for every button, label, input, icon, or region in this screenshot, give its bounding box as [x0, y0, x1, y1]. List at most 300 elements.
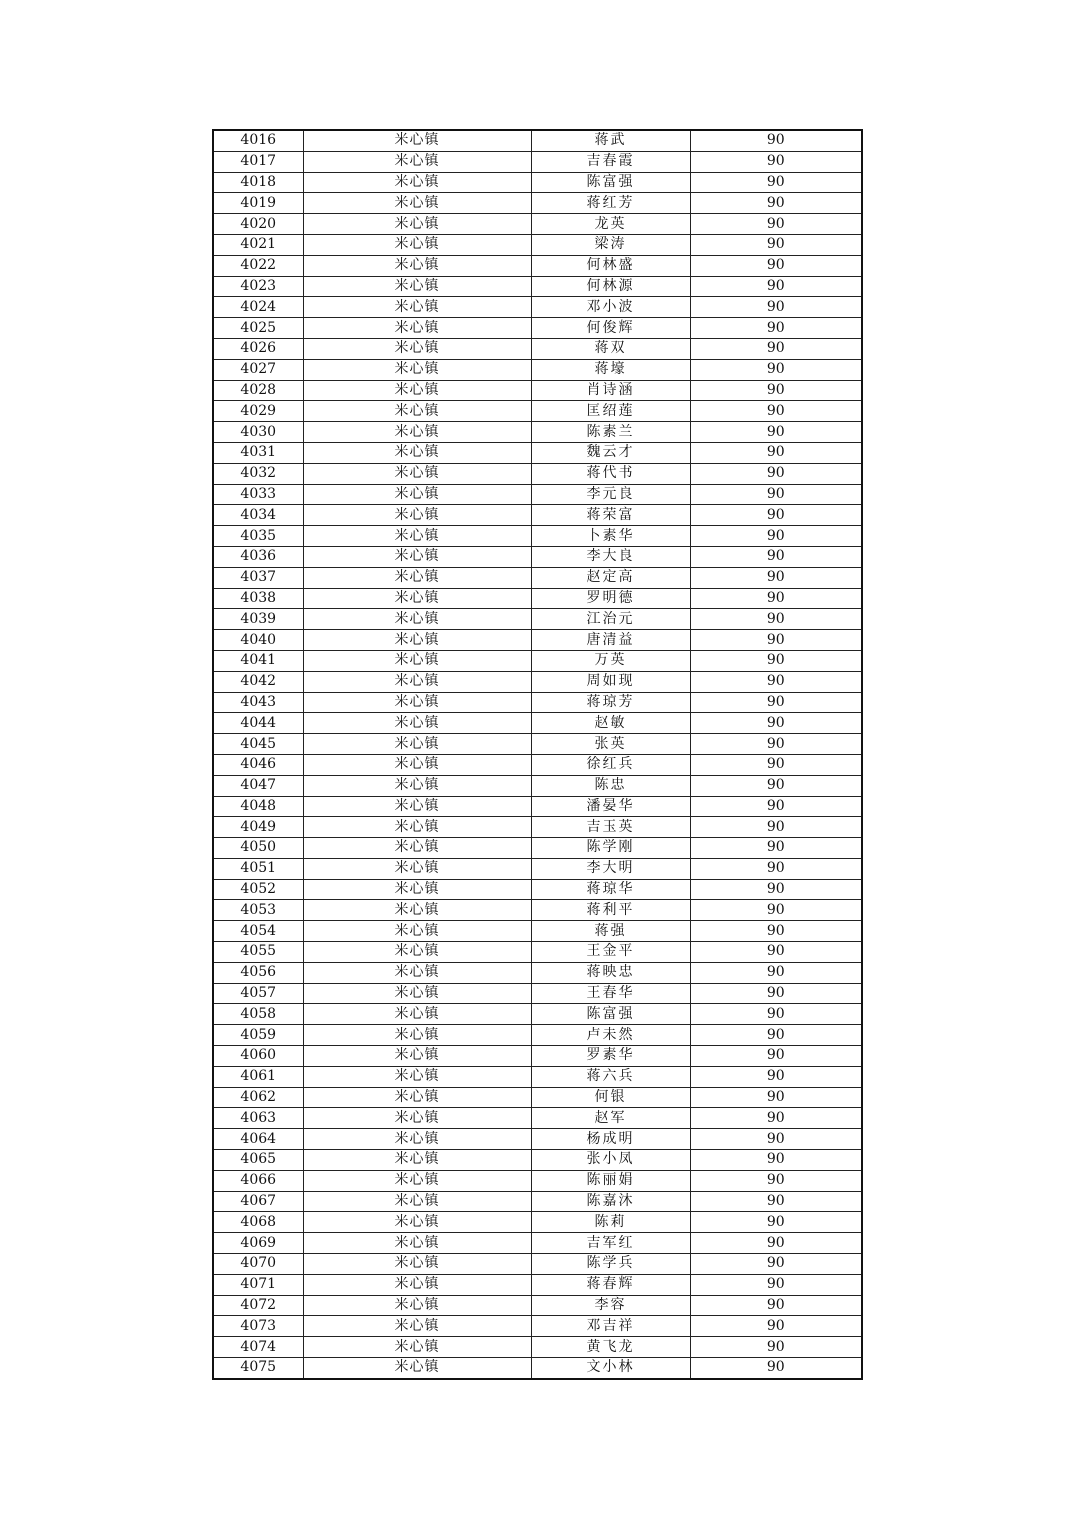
serial-number-cell: 4031: [213, 442, 303, 463]
score-cell: 90: [690, 1191, 862, 1212]
score-cell: 90: [690, 983, 862, 1004]
table-row: [213, 692, 862, 713]
person-name-cell: 赵敏: [531, 713, 690, 734]
score-cell: 90: [690, 172, 862, 193]
town-cell: 米心镇: [303, 546, 531, 567]
table-row: [213, 130, 862, 151]
table-row: [213, 1066, 862, 1087]
score-cell: 90: [690, 775, 862, 796]
person-name-cell: 肖诗涵: [531, 380, 690, 401]
score-cell: 90: [690, 962, 862, 983]
person-name-cell: 匡绍莲: [531, 401, 690, 422]
town-cell: 米心镇: [303, 505, 531, 526]
person-name-cell: 梁涛: [531, 234, 690, 255]
table-row: [213, 796, 862, 817]
score-cell: 90: [690, 796, 862, 817]
serial-number-cell: 4075: [213, 1358, 303, 1379]
score-cell: 90: [690, 754, 862, 775]
table-row: [213, 1108, 862, 1129]
serial-number-cell: 4036: [213, 546, 303, 567]
person-name-cell: 罗素华: [531, 1046, 690, 1067]
table-row: [213, 1191, 862, 1212]
table-row: [213, 1274, 862, 1295]
score-cell: 90: [690, 463, 862, 484]
table-row: [213, 609, 862, 630]
town-cell: 米心镇: [303, 193, 531, 214]
score-cell: 90: [690, 546, 862, 567]
table-row: [213, 401, 862, 422]
person-name-cell: 陈学兵: [531, 1254, 690, 1275]
town-cell: 米心镇: [303, 692, 531, 713]
table-row: [213, 1358, 862, 1379]
serial-number-cell: 4052: [213, 879, 303, 900]
town-cell: 米心镇: [303, 1046, 531, 1067]
town-cell: 米心镇: [303, 1358, 531, 1379]
table-row: [213, 630, 862, 651]
town-cell: 米心镇: [303, 1129, 531, 1150]
score-cell: 90: [690, 858, 862, 879]
table-row: [213, 338, 862, 359]
serial-number-cell: 4062: [213, 1087, 303, 1108]
person-name-cell: 陈忠: [531, 775, 690, 796]
table-row: [213, 671, 862, 692]
table-row: [213, 463, 862, 484]
score-cell: 90: [690, 338, 862, 359]
town-cell: 米心镇: [303, 671, 531, 692]
town-cell: 米心镇: [303, 1108, 531, 1129]
person-name-cell: 吉军红: [531, 1233, 690, 1254]
serial-number-cell: 4045: [213, 734, 303, 755]
town-cell: 米心镇: [303, 962, 531, 983]
town-cell: 米心镇: [303, 775, 531, 796]
score-cell: 90: [690, 650, 862, 671]
person-name-cell: 陈学刚: [531, 838, 690, 859]
town-cell: 米心镇: [303, 463, 531, 484]
town-cell: 米心镇: [303, 1150, 531, 1171]
table-row: [213, 526, 862, 547]
table-row: [213, 1129, 862, 1150]
person-name-cell: 何林盛: [531, 255, 690, 276]
town-cell: 米心镇: [303, 1295, 531, 1316]
town-cell: 米心镇: [303, 234, 531, 255]
table-row: [213, 775, 862, 796]
score-cell: 90: [690, 505, 862, 526]
person-name-cell: 黄飞龙: [531, 1337, 690, 1358]
score-cell: 90: [690, 380, 862, 401]
town-cell: 米心镇: [303, 588, 531, 609]
town-cell: 米心镇: [303, 255, 531, 276]
score-cell: 90: [690, 1066, 862, 1087]
town-cell: 米心镇: [303, 879, 531, 900]
town-cell: 米心镇: [303, 401, 531, 422]
person-name-cell: 周如现: [531, 671, 690, 692]
town-cell: 米心镇: [303, 359, 531, 380]
table-row: [213, 567, 862, 588]
serial-number-cell: 4056: [213, 962, 303, 983]
town-cell: 米心镇: [303, 817, 531, 838]
serial-number-cell: 4019: [213, 193, 303, 214]
town-cell: 米心镇: [303, 900, 531, 921]
table-row: [213, 754, 862, 775]
serial-number-cell: 4068: [213, 1212, 303, 1233]
serial-number-cell: 4069: [213, 1233, 303, 1254]
serial-number-cell: 4037: [213, 567, 303, 588]
score-cell: 90: [690, 1025, 862, 1046]
town-cell: 米心镇: [303, 422, 531, 443]
score-cell: 90: [690, 1295, 862, 1316]
serial-number-cell: 4058: [213, 1004, 303, 1025]
town-cell: 米心镇: [303, 609, 531, 630]
town-cell: 米心镇: [303, 650, 531, 671]
town-cell: 米心镇: [303, 297, 531, 318]
town-cell: 米心镇: [303, 942, 531, 963]
person-name-cell: 蒋双: [531, 338, 690, 359]
town-cell: 米心镇: [303, 1066, 531, 1087]
person-name-cell: 何林源: [531, 276, 690, 297]
person-name-cell: 卜素华: [531, 526, 690, 547]
town-cell: 米心镇: [303, 567, 531, 588]
town-cell: 米心镇: [303, 754, 531, 775]
town-cell: 米心镇: [303, 983, 531, 1004]
serial-number-cell: 4035: [213, 526, 303, 547]
serial-number-cell: 4029: [213, 401, 303, 422]
town-cell: 米心镇: [303, 796, 531, 817]
score-cell: 90: [690, 276, 862, 297]
table-row: [213, 297, 862, 318]
person-name-cell: 王金平: [531, 942, 690, 963]
table-row: [213, 359, 862, 380]
score-cell: 90: [690, 1274, 862, 1295]
person-name-cell: 陈莉: [531, 1212, 690, 1233]
person-name-cell: 李大明: [531, 858, 690, 879]
score-cell: 90: [690, 671, 862, 692]
person-name-cell: 赵定高: [531, 567, 690, 588]
score-cell: 90: [690, 630, 862, 651]
serial-number-cell: 4050: [213, 838, 303, 859]
person-name-cell: 蒋代书: [531, 463, 690, 484]
town-cell: 米心镇: [303, 1274, 531, 1295]
serial-number-cell: 4024: [213, 297, 303, 318]
town-cell: 米心镇: [303, 713, 531, 734]
score-cell: 90: [690, 1337, 862, 1358]
serial-number-cell: 4044: [213, 713, 303, 734]
serial-number-cell: 4038: [213, 588, 303, 609]
score-cell: 90: [690, 359, 862, 380]
person-name-cell: 赵军: [531, 1108, 690, 1129]
serial-number-cell: 4046: [213, 754, 303, 775]
town-cell: 米心镇: [303, 484, 531, 505]
table-row: [213, 1004, 862, 1025]
score-cell: 90: [690, 879, 862, 900]
score-cell: 90: [690, 526, 862, 547]
score-cell: 90: [690, 1170, 862, 1191]
table-row: [213, 546, 862, 567]
serial-number-cell: 4071: [213, 1274, 303, 1295]
serial-number-cell: 4061: [213, 1066, 303, 1087]
table-row: [213, 879, 862, 900]
person-name-cell: 陈素兰: [531, 422, 690, 443]
serial-number-cell: 4047: [213, 775, 303, 796]
table-row: [213, 234, 862, 255]
town-cell: 米心镇: [303, 1233, 531, 1254]
score-cell: 90: [690, 130, 862, 151]
score-cell: 90: [690, 921, 862, 942]
serial-number-cell: 4049: [213, 817, 303, 838]
score-cell: 90: [690, 255, 862, 276]
score-cell: 90: [690, 1358, 862, 1379]
serial-number-cell: 4023: [213, 276, 303, 297]
town-cell: 米心镇: [303, 172, 531, 193]
serial-number-cell: 4067: [213, 1191, 303, 1212]
table-row: [213, 505, 862, 526]
person-name-cell: 江治元: [531, 609, 690, 630]
person-name-cell: 何俊辉: [531, 318, 690, 339]
table-row: [213, 858, 862, 879]
person-name-cell: 李元良: [531, 484, 690, 505]
score-cell: 90: [690, 817, 862, 838]
serial-number-cell: 4063: [213, 1108, 303, 1129]
table-row: [213, 380, 862, 401]
score-cell: 90: [690, 713, 862, 734]
serial-number-cell: 4033: [213, 484, 303, 505]
person-name-cell: 陈富强: [531, 172, 690, 193]
table-row: [213, 193, 862, 214]
score-cell: 90: [690, 1046, 862, 1067]
town-cell: 米心镇: [303, 526, 531, 547]
table-row: [213, 983, 862, 1004]
person-name-cell: 陈嘉沐: [531, 1191, 690, 1212]
town-cell: 米心镇: [303, 1170, 531, 1191]
person-name-cell: 蒋琼芳: [531, 692, 690, 713]
person-name-cell: 罗明德: [531, 588, 690, 609]
person-name-cell: 蒋强: [531, 921, 690, 942]
table-row: [213, 817, 862, 838]
serial-number-cell: 4057: [213, 983, 303, 1004]
score-cell: 90: [690, 942, 862, 963]
table-row: [213, 172, 862, 193]
table-row: [213, 1025, 862, 1046]
person-name-cell: 蒋琼华: [531, 879, 690, 900]
serial-number-cell: 4028: [213, 380, 303, 401]
table-row: [213, 921, 862, 942]
person-name-cell: 陈丽娟: [531, 1170, 690, 1191]
table-row: [213, 1254, 862, 1275]
serial-number-cell: 4055: [213, 942, 303, 963]
town-cell: 米心镇: [303, 1025, 531, 1046]
person-name-cell: 邓吉祥: [531, 1316, 690, 1337]
score-cell: 90: [690, 442, 862, 463]
table-row: [213, 588, 862, 609]
town-cell: 米心镇: [303, 1254, 531, 1275]
town-cell: 米心镇: [303, 1004, 531, 1025]
person-name-cell: 杨成明: [531, 1129, 690, 1150]
person-name-cell: 蒋武: [531, 130, 690, 151]
serial-number-cell: 4070: [213, 1254, 303, 1275]
town-cell: 米心镇: [303, 838, 531, 859]
table-row: [213, 942, 862, 963]
town-cell: 米心镇: [303, 1087, 531, 1108]
serial-number-cell: 4020: [213, 214, 303, 235]
serial-number-cell: 4053: [213, 900, 303, 921]
score-cell: 90: [690, 422, 862, 443]
person-name-cell: 蒋荣富: [531, 505, 690, 526]
score-cell: 90: [690, 1004, 862, 1025]
table-row: [213, 962, 862, 983]
table-row: [213, 838, 862, 859]
person-name-cell: 唐清益: [531, 630, 690, 651]
town-cell: 米心镇: [303, 630, 531, 651]
table-row: [213, 734, 862, 755]
table-row: [213, 276, 862, 297]
person-name-cell: 蒋红芳: [531, 193, 690, 214]
person-name-cell: 李大良: [531, 546, 690, 567]
serial-number-cell: 4048: [213, 796, 303, 817]
score-cell: 90: [690, 609, 862, 630]
serial-number-cell: 4066: [213, 1170, 303, 1191]
person-name-cell: 徐红兵: [531, 754, 690, 775]
serial-number-cell: 4041: [213, 650, 303, 671]
town-cell: 米心镇: [303, 380, 531, 401]
person-name-cell: 吉玉英: [531, 817, 690, 838]
town-cell: 米心镇: [303, 921, 531, 942]
person-name-cell: 龙英: [531, 214, 690, 235]
person-name-cell: 陈富强: [531, 1004, 690, 1025]
town-cell: 米心镇: [303, 1337, 531, 1358]
score-cell: 90: [690, 234, 862, 255]
town-cell: 米心镇: [303, 151, 531, 172]
serial-number-cell: 4054: [213, 921, 303, 942]
town-cell: 米心镇: [303, 1191, 531, 1212]
serial-number-cell: 4040: [213, 630, 303, 651]
score-cell: 90: [690, 193, 862, 214]
serial-number-cell: 4039: [213, 609, 303, 630]
score-cell: 90: [690, 588, 862, 609]
table-row: [213, 1337, 862, 1358]
serial-number-cell: 4027: [213, 359, 303, 380]
serial-number-cell: 4022: [213, 255, 303, 276]
table-row: [213, 1212, 862, 1233]
score-cell: 90: [690, 1316, 862, 1337]
score-cell: 90: [690, 318, 862, 339]
serial-number-cell: 4017: [213, 151, 303, 172]
person-name-cell: 蒋壕: [531, 359, 690, 380]
serial-number-cell: 4073: [213, 1316, 303, 1337]
serial-number-cell: 4051: [213, 858, 303, 879]
town-cell: 米心镇: [303, 734, 531, 755]
serial-number-cell: 4074: [213, 1337, 303, 1358]
serial-number-cell: 4025: [213, 318, 303, 339]
person-name-cell: 王春华: [531, 983, 690, 1004]
person-name-cell: 卢未然: [531, 1025, 690, 1046]
person-name-cell: 潘晏华: [531, 796, 690, 817]
serial-number-cell: 4064: [213, 1129, 303, 1150]
person-name-cell: 蒋利平: [531, 900, 690, 921]
town-cell: 米心镇: [303, 318, 531, 339]
score-cell: 90: [690, 1233, 862, 1254]
table-row: [213, 1170, 862, 1191]
table-row: [213, 1046, 862, 1067]
person-name-cell: 张小凤: [531, 1150, 690, 1171]
score-cell: 90: [690, 1108, 862, 1129]
score-cell: 90: [690, 734, 862, 755]
person-name-cell: 张英: [531, 734, 690, 755]
table-row: [213, 318, 862, 339]
roster-table: [212, 129, 863, 1380]
table-row: [213, 442, 862, 463]
score-cell: 90: [690, 567, 862, 588]
score-cell: 90: [690, 900, 862, 921]
person-name-cell: 蒋六兵: [531, 1066, 690, 1087]
table-row: [213, 650, 862, 671]
person-name-cell: 吉春霞: [531, 151, 690, 172]
score-cell: 90: [690, 1254, 862, 1275]
score-cell: 90: [690, 484, 862, 505]
person-name-cell: 文小林: [531, 1358, 690, 1379]
table-row: [213, 900, 862, 921]
score-cell: 90: [690, 151, 862, 172]
serial-number-cell: 4021: [213, 234, 303, 255]
person-name-cell: 李容: [531, 1295, 690, 1316]
serial-number-cell: 4034: [213, 505, 303, 526]
serial-number-cell: 4072: [213, 1295, 303, 1316]
person-name-cell: 魏云才: [531, 442, 690, 463]
town-cell: 米心镇: [303, 442, 531, 463]
town-cell: 米心镇: [303, 130, 531, 151]
roster-table-body: [213, 130, 862, 1379]
serial-number-cell: 4032: [213, 463, 303, 484]
table-row: [213, 151, 862, 172]
table-row: [213, 1087, 862, 1108]
score-cell: 90: [690, 401, 862, 422]
serial-number-cell: 4043: [213, 692, 303, 713]
table-row: [213, 1316, 862, 1337]
score-cell: 90: [690, 838, 862, 859]
serial-number-cell: 4030: [213, 422, 303, 443]
score-cell: 90: [690, 214, 862, 235]
table-row: [213, 214, 862, 235]
table-row: [213, 422, 862, 443]
town-cell: 米心镇: [303, 858, 531, 879]
serial-number-cell: 4026: [213, 338, 303, 359]
person-name-cell: 蒋春辉: [531, 1274, 690, 1295]
town-cell: 米心镇: [303, 276, 531, 297]
score-cell: 90: [690, 1212, 862, 1233]
table-row: [213, 255, 862, 276]
serial-number-cell: 4016: [213, 130, 303, 151]
table-row: [213, 1150, 862, 1171]
person-name-cell: 万英: [531, 650, 690, 671]
table-row: [213, 1233, 862, 1254]
serial-number-cell: 4042: [213, 671, 303, 692]
town-cell: 米心镇: [303, 338, 531, 359]
serial-number-cell: 4059: [213, 1025, 303, 1046]
table-row: [213, 713, 862, 734]
person-name-cell: 蒋映忠: [531, 962, 690, 983]
serial-number-cell: 4065: [213, 1150, 303, 1171]
serial-number-cell: 4018: [213, 172, 303, 193]
town-cell: 米心镇: [303, 1212, 531, 1233]
score-cell: 90: [690, 1087, 862, 1108]
score-cell: 90: [690, 1129, 862, 1150]
person-name-cell: 何银: [531, 1087, 690, 1108]
town-cell: 米心镇: [303, 1316, 531, 1337]
score-cell: 90: [690, 1150, 862, 1171]
table-row: [213, 1295, 862, 1316]
town-cell: 米心镇: [303, 214, 531, 235]
person-name-cell: 邓小波: [531, 297, 690, 318]
score-cell: 90: [690, 297, 862, 318]
score-cell: 90: [690, 692, 862, 713]
